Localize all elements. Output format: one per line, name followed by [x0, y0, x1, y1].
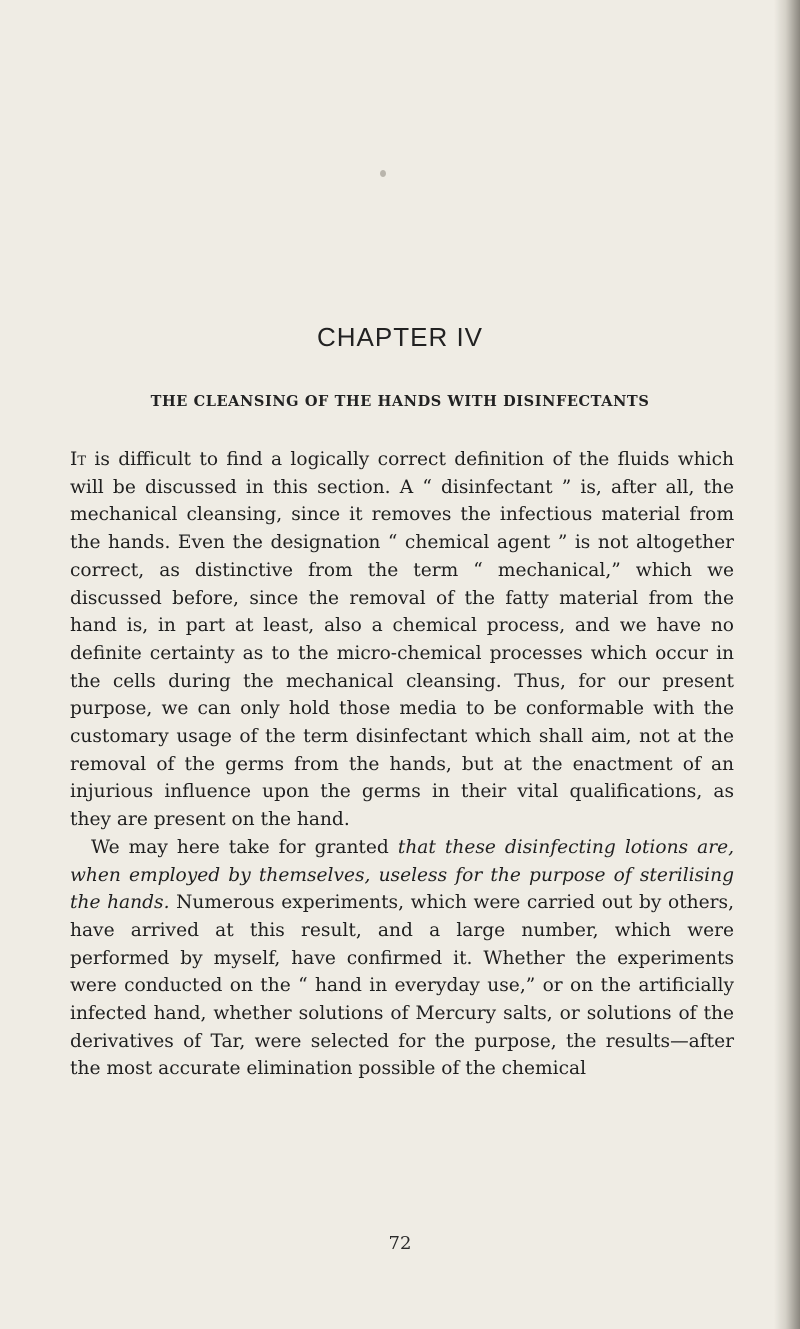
page-edge-shadow: [774, 0, 800, 1329]
paper-speck: [380, 170, 386, 177]
page-number: 72: [388, 1233, 412, 1254]
chapter-heading: THE CLEANSING OF THE HANDS WITH DISINFECTANTS: [150, 393, 650, 410]
paragraph-1-text: is difficult to find a logically correct definition of the fluids which will be discussed in this section. A “ disinfectant ” is, after all, the mechanical cleansing, since it removes the infectious material from the hands. Even the designation “ chemical agent ” is not altogether correct, as distinctive from the term “ mechanical,” which we discussed before, since the removal of the fatty material from the hand is, in part at least, also a chemical process, and we have no definite certainty as to the micro-chemical processes which occur in the cells during the mechanical cleansing. Thus, for our present purpose, we can only hold those media to be conformable with the customary usage of the term disinfectant which shall aim, not at the removal of the germs from the hands, but at the enactment of an injurious influence upon the germs in their vital qualifications, as they are present on the hand.: [70, 449, 734, 831]
paragraph-1: [70, 446, 734, 834]
body-text: [70, 446, 734, 1083]
paragraph-2: [70, 834, 734, 1083]
chapter-label: CHAPTER IV: [316, 322, 484, 352]
paragraph-2-italic: that these disinfecting lotions are, when employed by themselves, useless for the purpose of sterilising the hands.: [70, 836, 734, 914]
paragraph-2-rest: Numerous experiments, which were carried out by others, have arrived at this result, and a large number, which were performed by myself, have confirmed it. Whether the experiments were conducted on the “ hand in everyday use,” or on the artificially infected hand, whether solutions of Mercury salts, or solutions of the derivatives of Tar, were selected for the purpose, the results—after the most accurate elimination possible of the chemical: [70, 892, 734, 1080]
paragraph-1-lead: It: [70, 449, 87, 470]
paragraph-2-start: We may here take for granted: [91, 836, 398, 858]
